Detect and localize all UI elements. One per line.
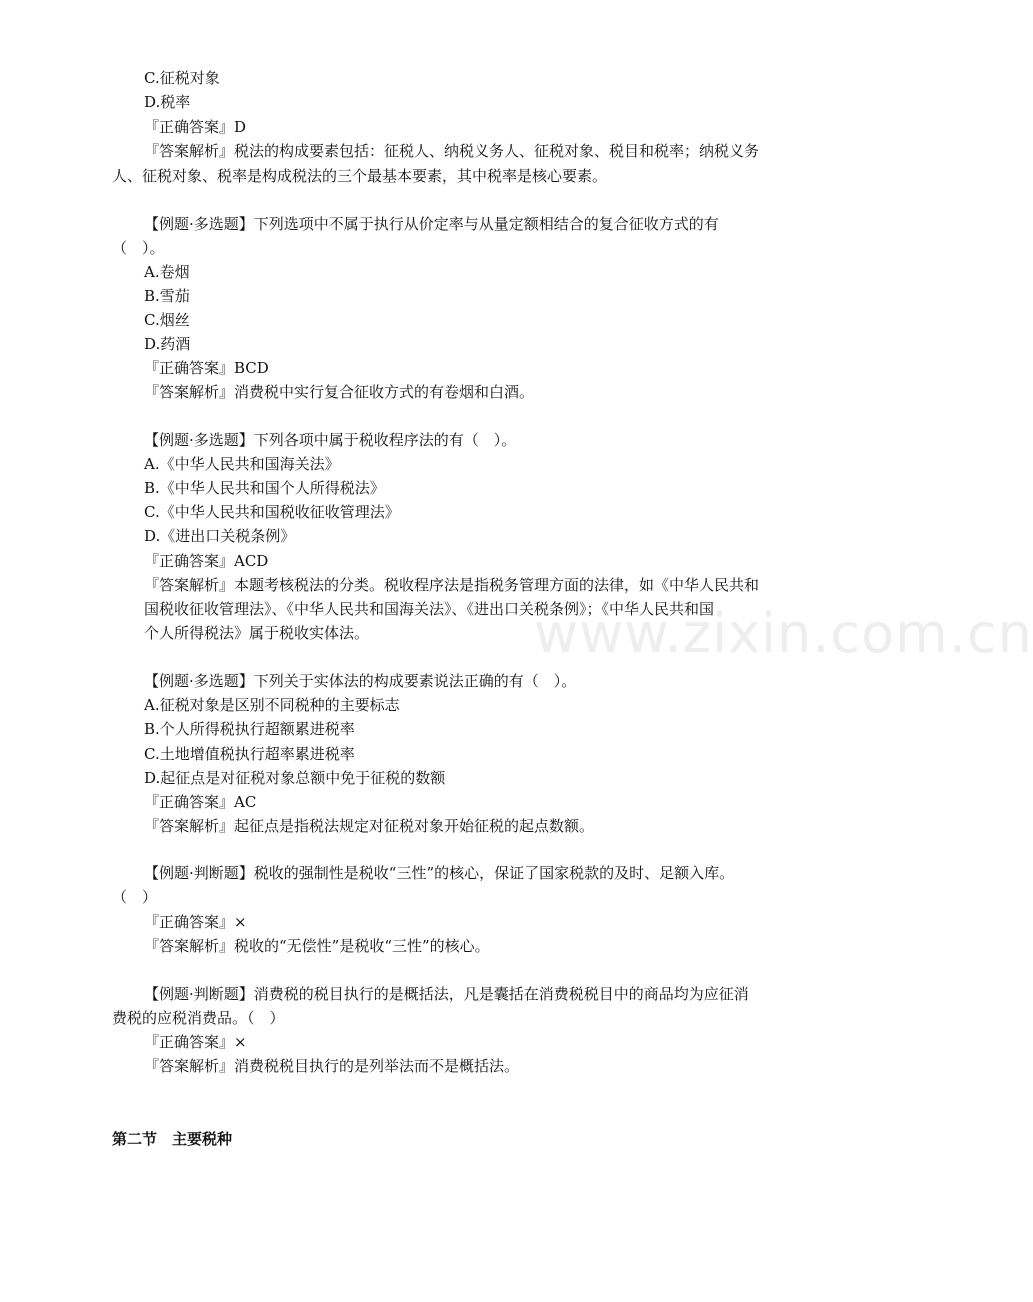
question-stem: 【例题·多选题】下列各项中属于税收程序法的有（ ）。 [144, 431, 517, 449]
option-c: C.《中华人民共和国税收征收管理法》 [144, 503, 400, 521]
correct-answer: 『正确答案』ACD [144, 552, 269, 570]
option-c: C.征税对象 [144, 69, 220, 87]
answer-analysis: 『答案解析』起征点是指税法规定对征税对象开始征税的起点数额。 [144, 817, 595, 835]
answer-analysis: 『答案解析』本题考核税法的分类。税收程序法是指税务管理方面的法律，如《中华人民共和 [144, 576, 760, 594]
section-heading: 第二节 主要税种 [112, 1130, 233, 1148]
option-d: D.《进出口关税条例》 [144, 527, 296, 545]
option-a: A.卷烟 [144, 263, 190, 281]
option-d: D.税率 [144, 93, 191, 111]
answer-analysis: 『答案解析』消费税税目执行的是列举法而不是概括法。 [144, 1057, 520, 1075]
answer-analysis: 『答案解析』消费税中实行复合征收方式的有卷烟和白酒。 [144, 383, 535, 401]
question-stem-cont: 费税的应税消费品。（ ） [112, 1009, 285, 1027]
option-a: A.征税对象是区别不同税种的主要标志 [144, 696, 400, 714]
option-c: C.烟丝 [144, 311, 190, 329]
option-b: B.个人所得税执行超额累进税率 [144, 720, 355, 738]
answer-analysis-cont: 国税收征收管理法》、《中华人民共和国海关法》、《进出口关税条例》；《中华人民共和国 [144, 600, 715, 618]
correct-answer: 『正确答案』× [144, 913, 247, 931]
answer-analysis-cont: 个人所得税法》属于税收实体法。 [144, 624, 370, 642]
question-stem: 【例题·多选题】下列选项中不属于执行从价定率与从量定额相结合的复合征收方式的有 [144, 215, 719, 233]
correct-answer: 『正确答案』× [144, 1033, 247, 1051]
question-stem: 【例题·判断题】消费税的税目执行的是概括法，凡是囊括在消费税税目中的商品均为应征消 [144, 985, 749, 1003]
option-c: C.土地增值税执行超率累进税率 [144, 745, 355, 763]
answer-analysis: 『答案解析』税收的“无偿性”是税收“三性”的核心。 [144, 937, 490, 955]
option-a: A.《中华人民共和国海关法》 [144, 455, 340, 473]
correct-answer: 『正确答案』AC [144, 793, 257, 811]
watermark: www.zixin.com.cn [534, 602, 1033, 665]
question-stem-cont: （ ）。 [112, 239, 165, 257]
correct-answer: 『正确答案』BCD [144, 359, 269, 377]
option-d: D.药酒 [144, 335, 191, 353]
option-b: B.《中华人民共和国个人所得税法》 [144, 479, 385, 497]
option-d: D.起征点是对征税对象总额中免于征税的数额 [144, 769, 446, 787]
answer-analysis: 『答案解析』税法的构成要素包括：征税人、纳税义务人、征税对象、税目和税率；纳税义务 [144, 142, 760, 160]
question-stem: 【例题·判断题】税收的强制性是税收“三性”的核心，保证了国家税款的及时、足额入库。 [144, 864, 735, 882]
question-stem: 【例题·多选题】下列关于实体法的构成要素说法正确的有（ ）。 [144, 672, 577, 690]
correct-answer: 『正确答案』D [144, 118, 247, 136]
question-stem-cont: （ ） [112, 888, 158, 906]
option-b: B.雪茄 [144, 287, 190, 305]
answer-analysis-cont: 人、征税对象、税率是构成税法的三个最基本要素，其中税率是核心要素。 [112, 167, 608, 185]
